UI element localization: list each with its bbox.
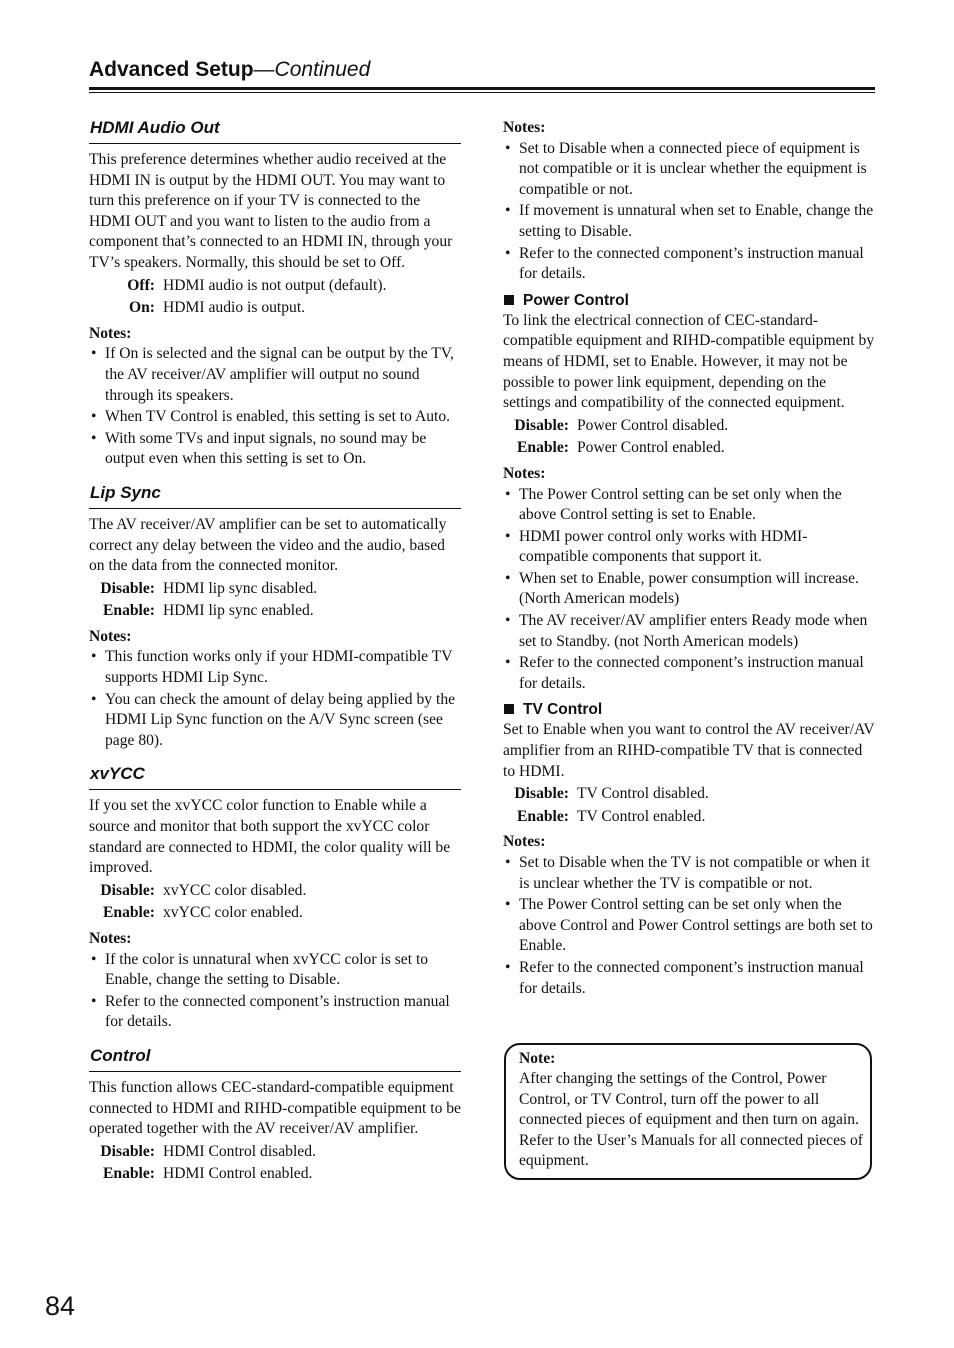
option-value: Power Control disabled.: [577, 416, 729, 434]
left-column: [89, 117, 461, 1187]
notes-list: [89, 950, 461, 1033]
option-key: Disable:: [514, 416, 569, 434]
notes-heading: Notes:: [89, 930, 132, 947]
notes-list: [503, 853, 875, 999]
note-item: • You can check the amount of delay being applied by the HDMI Lip Sync function on the A/V Sync screen (see page 80).: [89, 690, 461, 752]
notes-list: [89, 344, 461, 470]
option-row: [503, 807, 875, 828]
page-title-continued: —Continued: [253, 58, 371, 81]
option-key: Disable:: [100, 579, 155, 597]
option-value: HDMI Control disabled.: [163, 1142, 316, 1160]
option-key: Enable:: [103, 1165, 155, 1183]
option-value: HDMI Control enabled.: [163, 1165, 313, 1183]
subsection-title-text: TV Control: [523, 701, 603, 719]
option-value: xvYCC color disabled.: [163, 881, 307, 899]
section-title-hdmi-audio-out: HDMI Audio Out: [89, 117, 461, 144]
option-value: Power Control enabled.: [577, 439, 725, 457]
option-key: Off:: [127, 276, 155, 294]
header-rule: [89, 87, 875, 90]
option-row: [89, 601, 461, 622]
option-row: [89, 1164, 461, 1185]
notes-list: [503, 485, 875, 695]
note-item: • If movement is unnatural when set to Enable, change the setting to Disable.: [503, 201, 875, 242]
section-body: This function allows CEC-standard-compatible equipment connected to HDMI and RIHD-compatible equipment to be operated together with the AV receiver/AV amplifier.: [89, 1078, 461, 1138]
subsection-title-power-control: [503, 291, 875, 311]
section-body: If you set the xvYCC color function to Enable while a source and monitor that both support the xvYCC color standard are connected to HDMI, the color quality will be improved.: [89, 797, 451, 877]
option-value: HDMI lip sync disabled.: [163, 579, 318, 597]
note-item: • The Power Control setting can be set only when the above Control setting is set to Enable.: [503, 485, 875, 526]
section-title-lip-sync: Lip Sync: [89, 482, 461, 509]
note-item: • The Power Control setting can be set only when the above Control and Power Control settings are both set to Enable.: [503, 895, 875, 957]
header-rule-thin: [89, 92, 875, 93]
option-row: [89, 1142, 461, 1163]
notes-heading: Notes:: [89, 324, 132, 342]
option-key: Disable:: [514, 785, 569, 803]
note-item: • Set to Disable when the TV is not compatible or when it is unclear whether the TV is compatible or not.: [503, 853, 875, 894]
note-box-text: After changing the settings of the Control, Power Control, or TV Control, turn off the power to all connected pieces of equipment and then turn on again. Refer to the User’s Manuals for all connected pieces of equipment.: [519, 1070, 863, 1170]
option-value: xvYCC color enabled.: [163, 904, 303, 922]
note-item: • Refer to the connected component’s instruction manual for details.: [503, 244, 875, 285]
option-row: [89, 298, 461, 319]
option-key: Enable:: [103, 602, 155, 620]
option-key: Disable:: [100, 1142, 155, 1160]
option-row: [89, 276, 461, 297]
note-item: • Refer to the connected component’s instruction manual for details.: [503, 958, 875, 999]
square-bullet-icon: [504, 295, 514, 305]
note-item: • HDMI power control only works with HDMI-compatible components that support it.: [503, 527, 875, 568]
option-row: [503, 438, 875, 459]
note-item: • This function works only if your HDMI-compatible TV supports HDMI Lip Sync.: [89, 647, 461, 688]
option-row: [89, 903, 461, 924]
subsection-title-tv-control: [503, 700, 875, 720]
square-bullet-icon: [504, 704, 514, 714]
page-header: [89, 57, 875, 83]
note-item: • Set to Disable when a connected piece of equipment is not compatible or it is unclear whether the equipment is compatible or not.: [503, 139, 875, 201]
note-item: • Refer to the connected component’s instruction manual for details.: [503, 653, 875, 694]
notes-list: [89, 647, 461, 751]
option-key: On:: [129, 299, 155, 317]
option-value: HDMI audio is output.: [163, 299, 306, 317]
section-body: This preference determines whether audio received at the HDMI IN is output by the HDMI OUT. You may want to turn this preference on if your TV is connected to the HDMI OUT and you want to listen to the audio from a component that’s connected to an HDMI IN, through your TV’s speakers. Normally, this should be set to Off.: [89, 151, 453, 271]
notes-heading: Notes:: [503, 464, 546, 482]
notes-heading: Notes:: [503, 119, 546, 136]
page-title-text: Advanced Setup: [89, 58, 254, 81]
page-number: 84: [45, 1291, 76, 1321]
note-item: • Refer to the connected component’s instruction manual for details.: [89, 992, 461, 1033]
section-body: Set to Enable when you want to control the AV receiver/AV amplifier from an RIHD-compatible TV that is connected to HDMI.: [503, 721, 875, 780]
option-key: Disable:: [100, 881, 155, 899]
option-value: TV Control disabled.: [577, 785, 709, 803]
option-row: [89, 881, 461, 902]
subsection-title-text: Power Control: [523, 291, 629, 309]
page-title: [89, 57, 875, 83]
note-item: • If the color is unnatural when xvYCC color is set to Enable, change the setting to Disable.: [89, 950, 461, 991]
notes-heading: Notes:: [503, 833, 546, 851]
option-row: [503, 416, 875, 437]
note-box: [504, 1043, 872, 1180]
option-row: [89, 579, 461, 600]
option-value: HDMI lip sync enabled.: [163, 602, 314, 620]
section-title-xvycc: xvYCC: [89, 763, 461, 790]
section-title-control: Control: [89, 1045, 461, 1072]
note-item: • With some TVs and input signals, no sound may be output even when this setting is set to On.: [89, 429, 461, 470]
note-box-label: Note:: [519, 1050, 556, 1067]
note-item: • When TV Control is enabled, this setting is set to Auto.: [89, 407, 461, 428]
notes-list: [503, 139, 875, 285]
note-item: • The AV receiver/AV amplifier enters Ready mode when set to Standby. (not North American models): [503, 611, 875, 652]
section-body: The AV receiver/AV amplifier can be set to automatically correct any delay between the video and the audio, based on the data from the connected monitor.: [89, 515, 447, 575]
option-key: Enable:: [103, 904, 155, 922]
option-row: [503, 784, 875, 805]
option-value: TV Control enabled.: [577, 807, 706, 825]
section-body: To link the electrical connection of CEC-standard-compatible equipment and RIHD-compatible equipment by means of HDMI, set to Enable. However, it may not be possible to power link equipment, depending on the settings and compatibility of the connected equipment.: [503, 311, 875, 412]
option-key: Enable:: [517, 807, 569, 825]
right-column: [503, 118, 875, 1000]
note-item: • If On is selected and the signal can be output by the TV, the AV receiver/AV amplifier will output no sound through its speakers.: [89, 344, 461, 406]
option-value: HDMI audio is not output (default).: [163, 276, 387, 294]
notes-heading: Notes:: [89, 627, 132, 645]
option-key: Enable:: [517, 439, 569, 457]
note-item: • When set to Enable, power consumption will increase. (North American models): [503, 569, 875, 610]
